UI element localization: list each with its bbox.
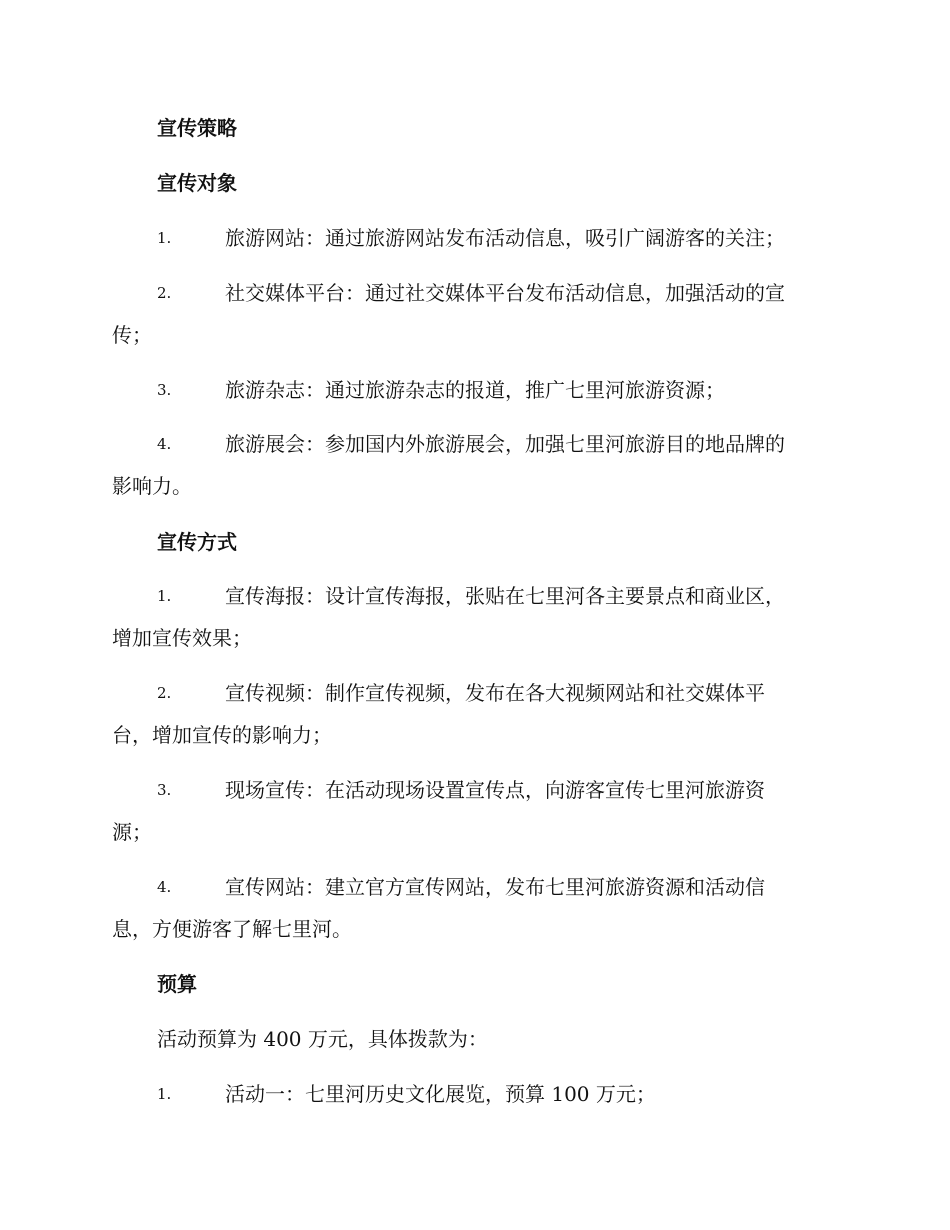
- budget-intro: 活动预算为 400 万元，具体拨款为：: [157, 1027, 488, 1051]
- list-item-number: 3.: [157, 381, 172, 399]
- list-item-text-continued: 源；: [112, 820, 152, 844]
- list-item-number: 2.: [157, 284, 172, 302]
- list-item-text: 活动一：七里河历史文化展览，预算 100 万元；: [225, 1082, 656, 1106]
- section-heading-methods: 宣传方式: [157, 530, 237, 554]
- list-item-number: 4.: [157, 878, 172, 896]
- list-item-text: 社交媒体平台：通过社交媒体平台发布活动信息，加强活动的宣: [225, 281, 785, 305]
- section-heading-strategy: 宣传策略: [157, 116, 237, 140]
- section-heading-targets: 宣传对象: [157, 171, 237, 195]
- list-item-text: 宣传海报：设计宣传海报，张贴在七里河各主要景点和商业区，: [225, 584, 785, 608]
- list-item-text: 旅游杂志：通过旅游杂志的报道，推广七里河旅游资源；: [225, 378, 725, 402]
- list-item-number: 1.: [157, 229, 172, 247]
- list-item-text: 旅游网站：通过旅游网站发布活动信息，吸引广阔游客的关注；: [225, 226, 785, 250]
- section-heading-budget: 预算: [157, 972, 197, 996]
- list-item-text: 宣传视频：制作宣传视频，发布在各大视频网站和社交媒体平: [225, 681, 765, 705]
- list-item-number: 3.: [157, 781, 172, 799]
- list-item-text: 旅游展会：参加国内外旅游展会，加强七里河旅游目的地品牌的: [225, 432, 785, 456]
- list-item-text-continued: 息，方便游客了解七里河。: [112, 917, 352, 941]
- list-item-text-continued: 台，增加宣传的影响力；: [112, 723, 332, 747]
- list-item-number: 1.: [157, 587, 172, 605]
- list-item-text-continued: 传；: [112, 323, 152, 347]
- list-item-number: 1.: [157, 1085, 172, 1103]
- list-item-text-continued: 影响力。: [112, 474, 192, 498]
- list-item-text: 宣传网站：建立官方宣传网站，发布七里河旅游资源和活动信: [225, 875, 765, 899]
- list-item-number: 4.: [157, 435, 172, 453]
- list-item-text: 现场宣传：在活动现场设置宣传点，向游客宣传七里河旅游资: [225, 778, 765, 802]
- list-item-number: 2.: [157, 684, 172, 702]
- list-item-text-continued: 增加宣传效果；: [112, 626, 252, 650]
